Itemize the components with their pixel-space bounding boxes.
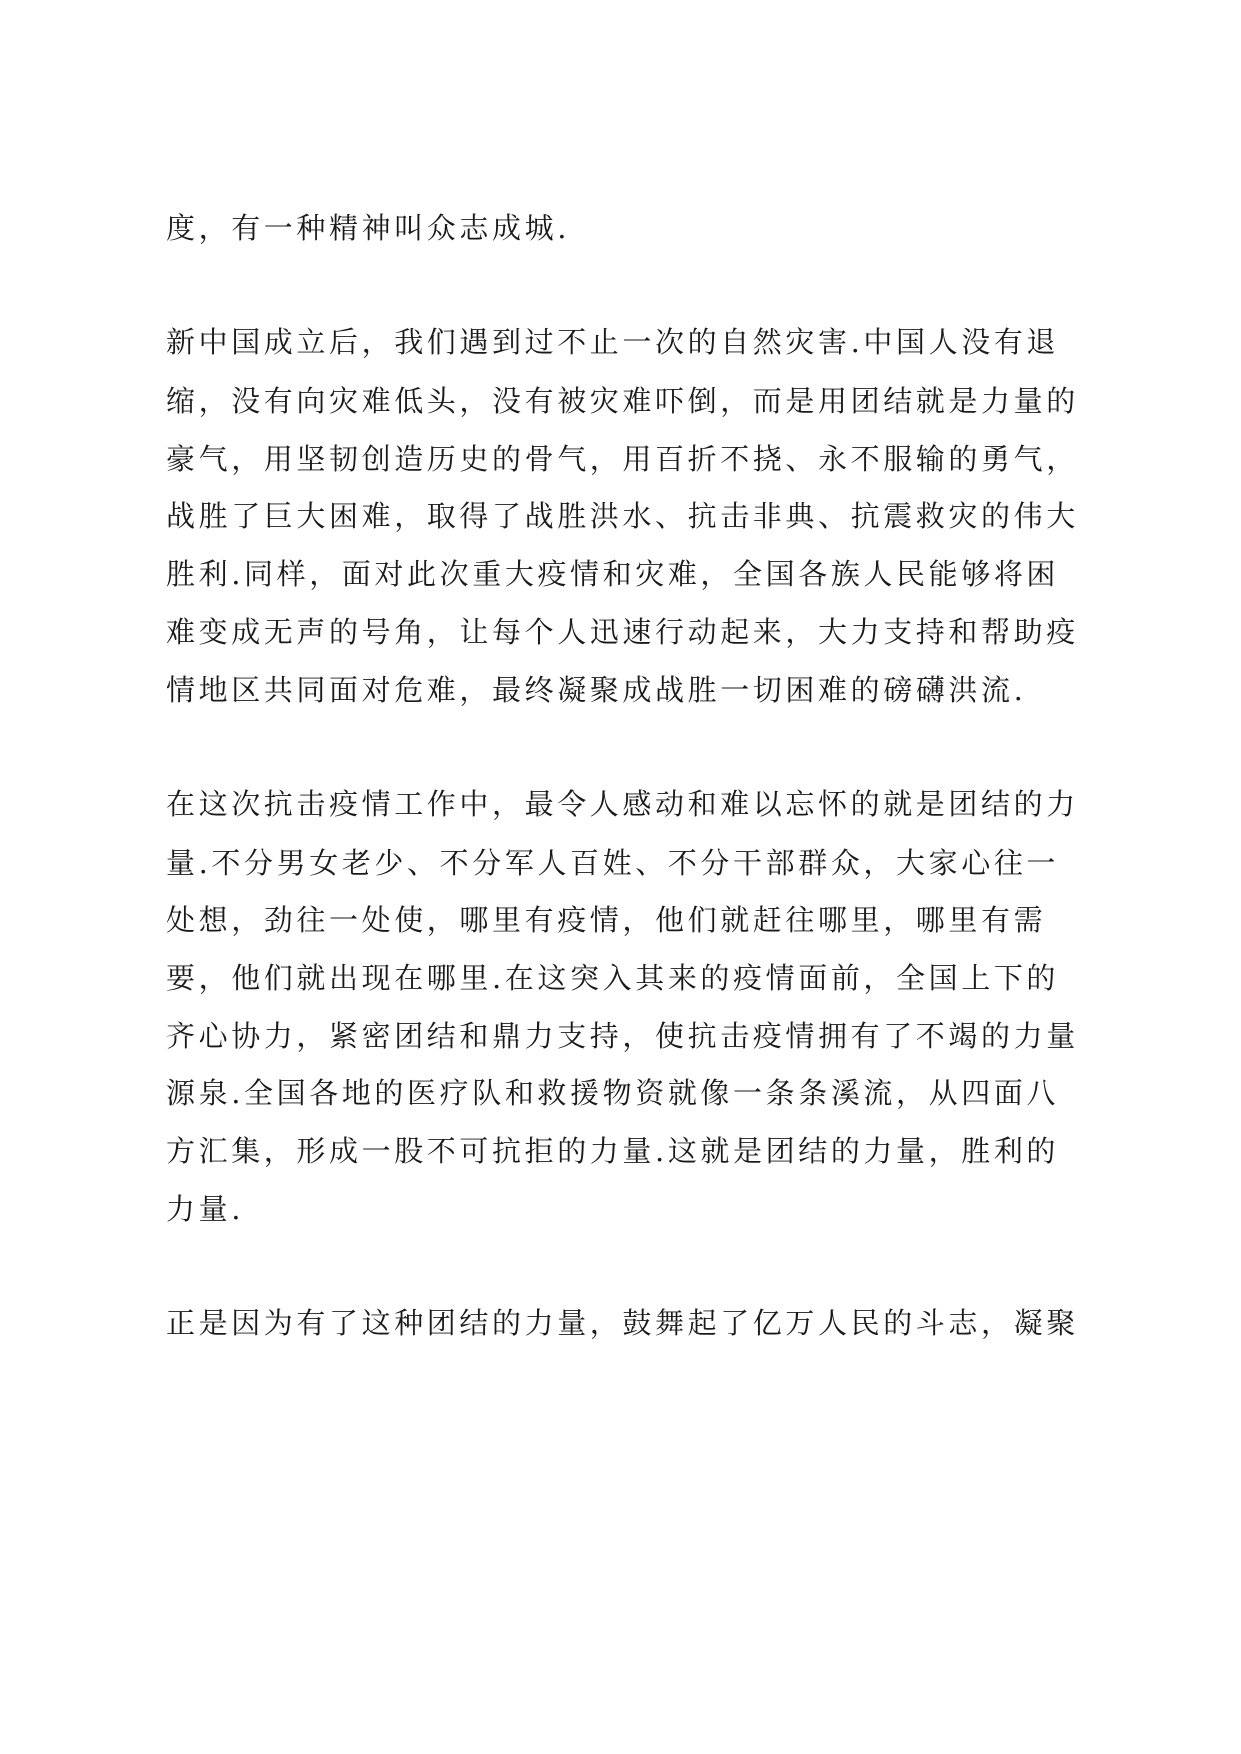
text-line: 要，他们就出现在哪里.在这突入其来的疫情面前，全国上下的 [166,961,1060,995]
text-line: 处想，劲往一处使，哪里有疫情，他们就赶往哪里，哪里有需 [166,903,1047,937]
text-line: 战胜了巨大困难，取得了战胜洪水、抗击非典、抗震救灾的伟大 [166,499,1079,533]
text-line: 情地区共同面对危难，最终凝聚成战胜一切困难的磅礴洪流. [166,673,1027,707]
text-line: 豪气，用坚韧创造历史的骨气，用百折不挠、永不服输的勇气， [166,442,1079,476]
text-line: 度，有一种精神叫众志成城. [166,211,571,245]
text-line: 力量. [166,1192,245,1226]
text-line: 新中国成立后，我们遇到过不止一次的自然灾害.中国人没有退 [166,325,1060,359]
text-line: 量.不分男女老少、不分军人百姓、不分干部群众，大家心往一 [166,846,1060,880]
text-line: 齐心协力，紧密团结和鼎力支持，使抗击疫情拥有了不竭的力量 [166,1019,1079,1053]
text-line: 正是因为有了这种团结的力量，鼓舞起了亿万人民的斗志，凝聚 [166,1306,1079,1340]
text-line: 在这次抗击疫情工作中，最令人感动和难以忘怀的就是团结的力 [166,787,1079,821]
text-line: 难变成无声的号角，让每个人迅速行动起来，大力支持和帮助疫 [166,615,1079,649]
text-line: 源泉.全国各地的医疗队和救援物资就像一条条溪流，从四面八 [166,1076,1060,1110]
text-line: 方汇集，形成一股不可抗拒的力量.这就是团结的力量，胜利的 [166,1134,1060,1168]
text-line: 缩，没有向灾难低头，没有被灾难吓倒，而是用团结就是力量的 [166,384,1079,418]
text-line: 胜利.同样，面对此次重大疫情和灾难，全国各族人民能够将困 [166,557,1060,591]
